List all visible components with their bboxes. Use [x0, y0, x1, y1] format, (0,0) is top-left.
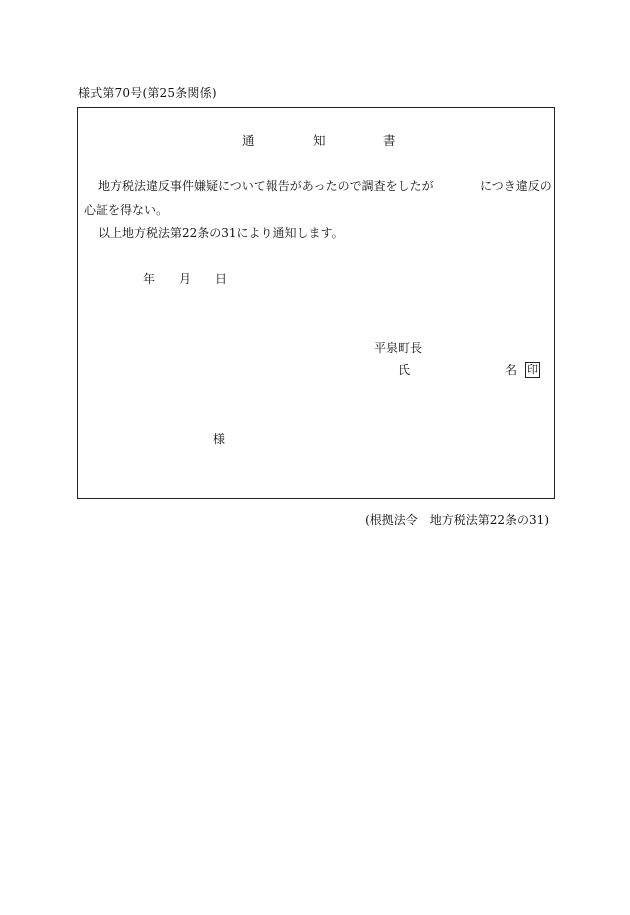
signer-surname-label: 氏: [398, 363, 411, 377]
title-char-3: 書: [383, 133, 396, 148]
title-char-1: 通: [242, 133, 255, 148]
date-month: 月: [179, 272, 192, 286]
addressee-honorific: 様: [213, 432, 226, 446]
date-day: 日: [215, 272, 228, 286]
body-line-1a: 地方税法違反事件嫌疑について報告があったので調査をしたが: [98, 179, 434, 193]
date-year: 年: [143, 272, 156, 286]
body-line-2: 心証を得ない。: [84, 203, 169, 217]
notice-frame: [77, 107, 555, 499]
seal-icon: 印: [527, 363, 538, 376]
body-line-3: 以上地方税法第22条の31により通知します。: [98, 226, 344, 240]
signer-office: 平泉町長: [374, 341, 423, 355]
body-line-1b: につき違反の: [480, 179, 552, 193]
signer-name-label: 名: [505, 363, 518, 377]
form-number: 様式第70号(第25条関係): [78, 86, 217, 100]
title-char-2: 知: [313, 133, 326, 148]
legal-basis: (根拠法令 地方税法第22条の31): [365, 513, 549, 527]
